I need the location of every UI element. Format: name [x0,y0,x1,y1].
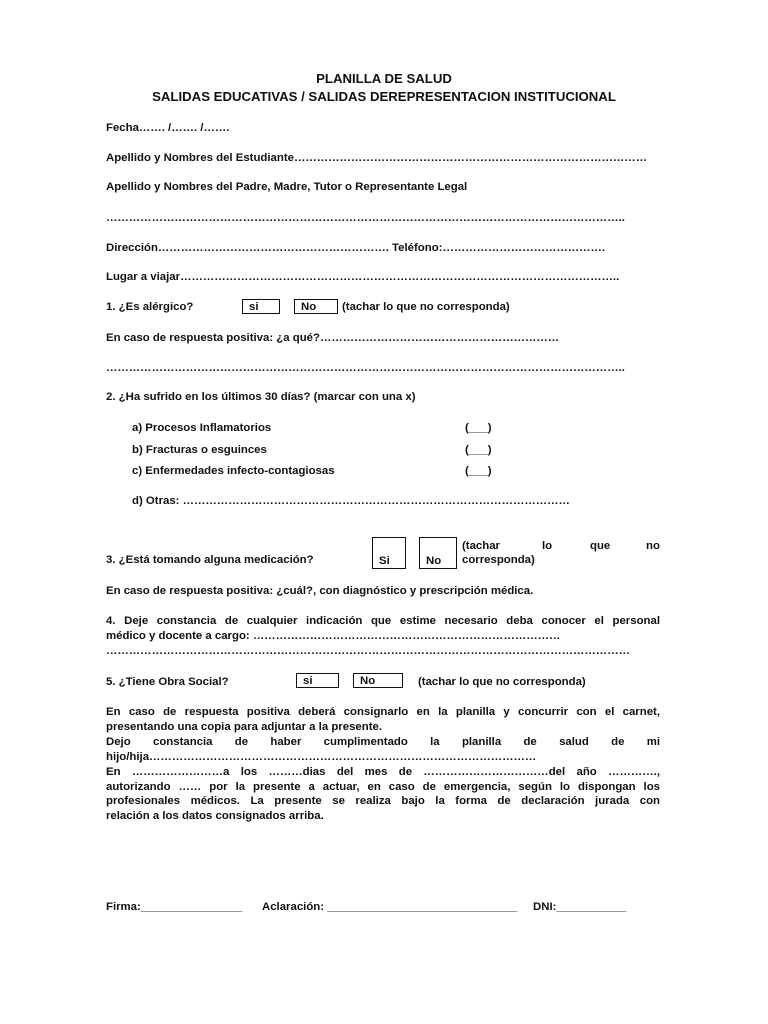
q4-line-1: 4. Deje constancia de cualquier indicación que estime necesario deba conocer el personal [106,615,660,627]
q2-item-a-mark[interactable]: (___) [465,422,492,434]
declaration-line-3: Dejo constancia de haber cumplimentado la planilla de salud de mi [106,736,660,748]
q3-no-box[interactable]: No [419,537,457,569]
q4-line-2[interactable]: médico y docente a cargo: ……………………………………………………………………… [106,630,561,642]
q1-positive-field[interactable]: En caso de respuesta positiva: ¿a qué?……………………………………………………… [106,332,560,344]
address-phone-field[interactable]: Dirección……………………………………………………. Teléfono:……………………………………. [106,242,606,254]
q1-no-box[interactable]: No [294,299,338,314]
q2-item-d-field[interactable]: d) Otras: ………………………………………………………………………………………… [132,495,570,507]
declaration-line-4[interactable]: hijo/hija………………………………………………………………………………………… [106,751,537,763]
dni-field[interactable]: DNI:___________ [533,901,627,913]
q1-yes-box[interactable]: si [242,299,280,314]
declaration-line-1: En caso de respuesta positiva deberá consignarlo en la planilla y concurrir con el carnet, [106,706,660,718]
declaration-line-7: profesionales médicos. La presente se realiza bajo la forma de declaración jurada con [106,795,660,807]
declaration-line-6: autorizando …… por la presente a actuar, en caso de emergencia, según lo dispongan los [106,781,660,793]
form-subtitle: SALIDAS EDUCATIVAS / SALIDAS DEREPRESENTACION INSTITUCIONAL [152,89,616,104]
student-name-field[interactable]: Apellido y Nombres del Estudiante………………………………………………………………………………… [106,152,648,164]
form-title: PLANILLA DE SALUD [316,71,452,86]
q1-extra-line[interactable]: ……………………………………………………………………………………………………………………….. [106,362,625,374]
q2-item-c-mark[interactable]: (___) [465,465,492,477]
q3-note-word-1: (tachar [462,540,500,552]
q3-label: 3. ¿Está tomando alguna medicación? [106,554,314,566]
declaration-line-2: presentando una copia para adjuntar a la presente. [106,721,382,733]
q5-no-box[interactable]: No [353,673,403,688]
q2-item-b: b) Fracturas o esguinces [132,444,267,456]
guardian-name-label: Apellido y Nombres del Padre, Madre, Tutor o Representante Legal [106,181,468,193]
q3-note-word-2: lo [542,540,553,552]
signature-field[interactable]: Firma:________________ [106,901,243,913]
q2-item-a: a) Procesos Inflamatorios [132,422,272,434]
destination-field[interactable]: Lugar a viajar…………………………………………………………………………………………………….. [106,271,620,283]
declaration-line-5[interactable]: En ……………………a los ………dias del mes de ……………………………del año …………., [106,766,660,778]
date-field[interactable]: Fecha……. /……. /……. [106,122,230,134]
q3-yes-box[interactable]: Si [372,537,406,569]
q5-label: 5. ¿Tiene Obra Social? [106,676,229,688]
q3-note-line2: corresponda) [462,554,535,566]
q2-item-c: c) Enfermedades infecto-contagiosas [132,465,335,477]
clarification-field[interactable]: Aclaración: ______________________________ [262,901,518,913]
q1-allergy-label: 1. ¿Es alérgico? [106,301,194,313]
q4-line-3[interactable]: ………………………………………………………………………………………………………………………… [106,645,630,657]
declaration-line-8: relación a los datos consignados arriba. [106,810,324,822]
q2-item-b-mark[interactable]: (___) [465,444,492,456]
q5-yes-box[interactable]: si [296,673,339,688]
q5-note: (tachar lo que no corresponda) [418,676,586,688]
q3-positive-label: En caso de respuesta positiva: ¿cuál?, con diagnóstico y prescripción médica. [106,585,534,597]
q3-note-word-4: no [646,540,660,552]
q1-note: (tachar lo que no corresponda) [342,301,510,313]
q2-label: 2. ¿Ha sufrido en los últimos 30 días? (marcar con una x) [106,391,416,403]
q3-note-word-3: que [590,540,611,552]
guardian-name-field[interactable]: ……………………………………………………………………………………………………………………….. [106,212,625,224]
